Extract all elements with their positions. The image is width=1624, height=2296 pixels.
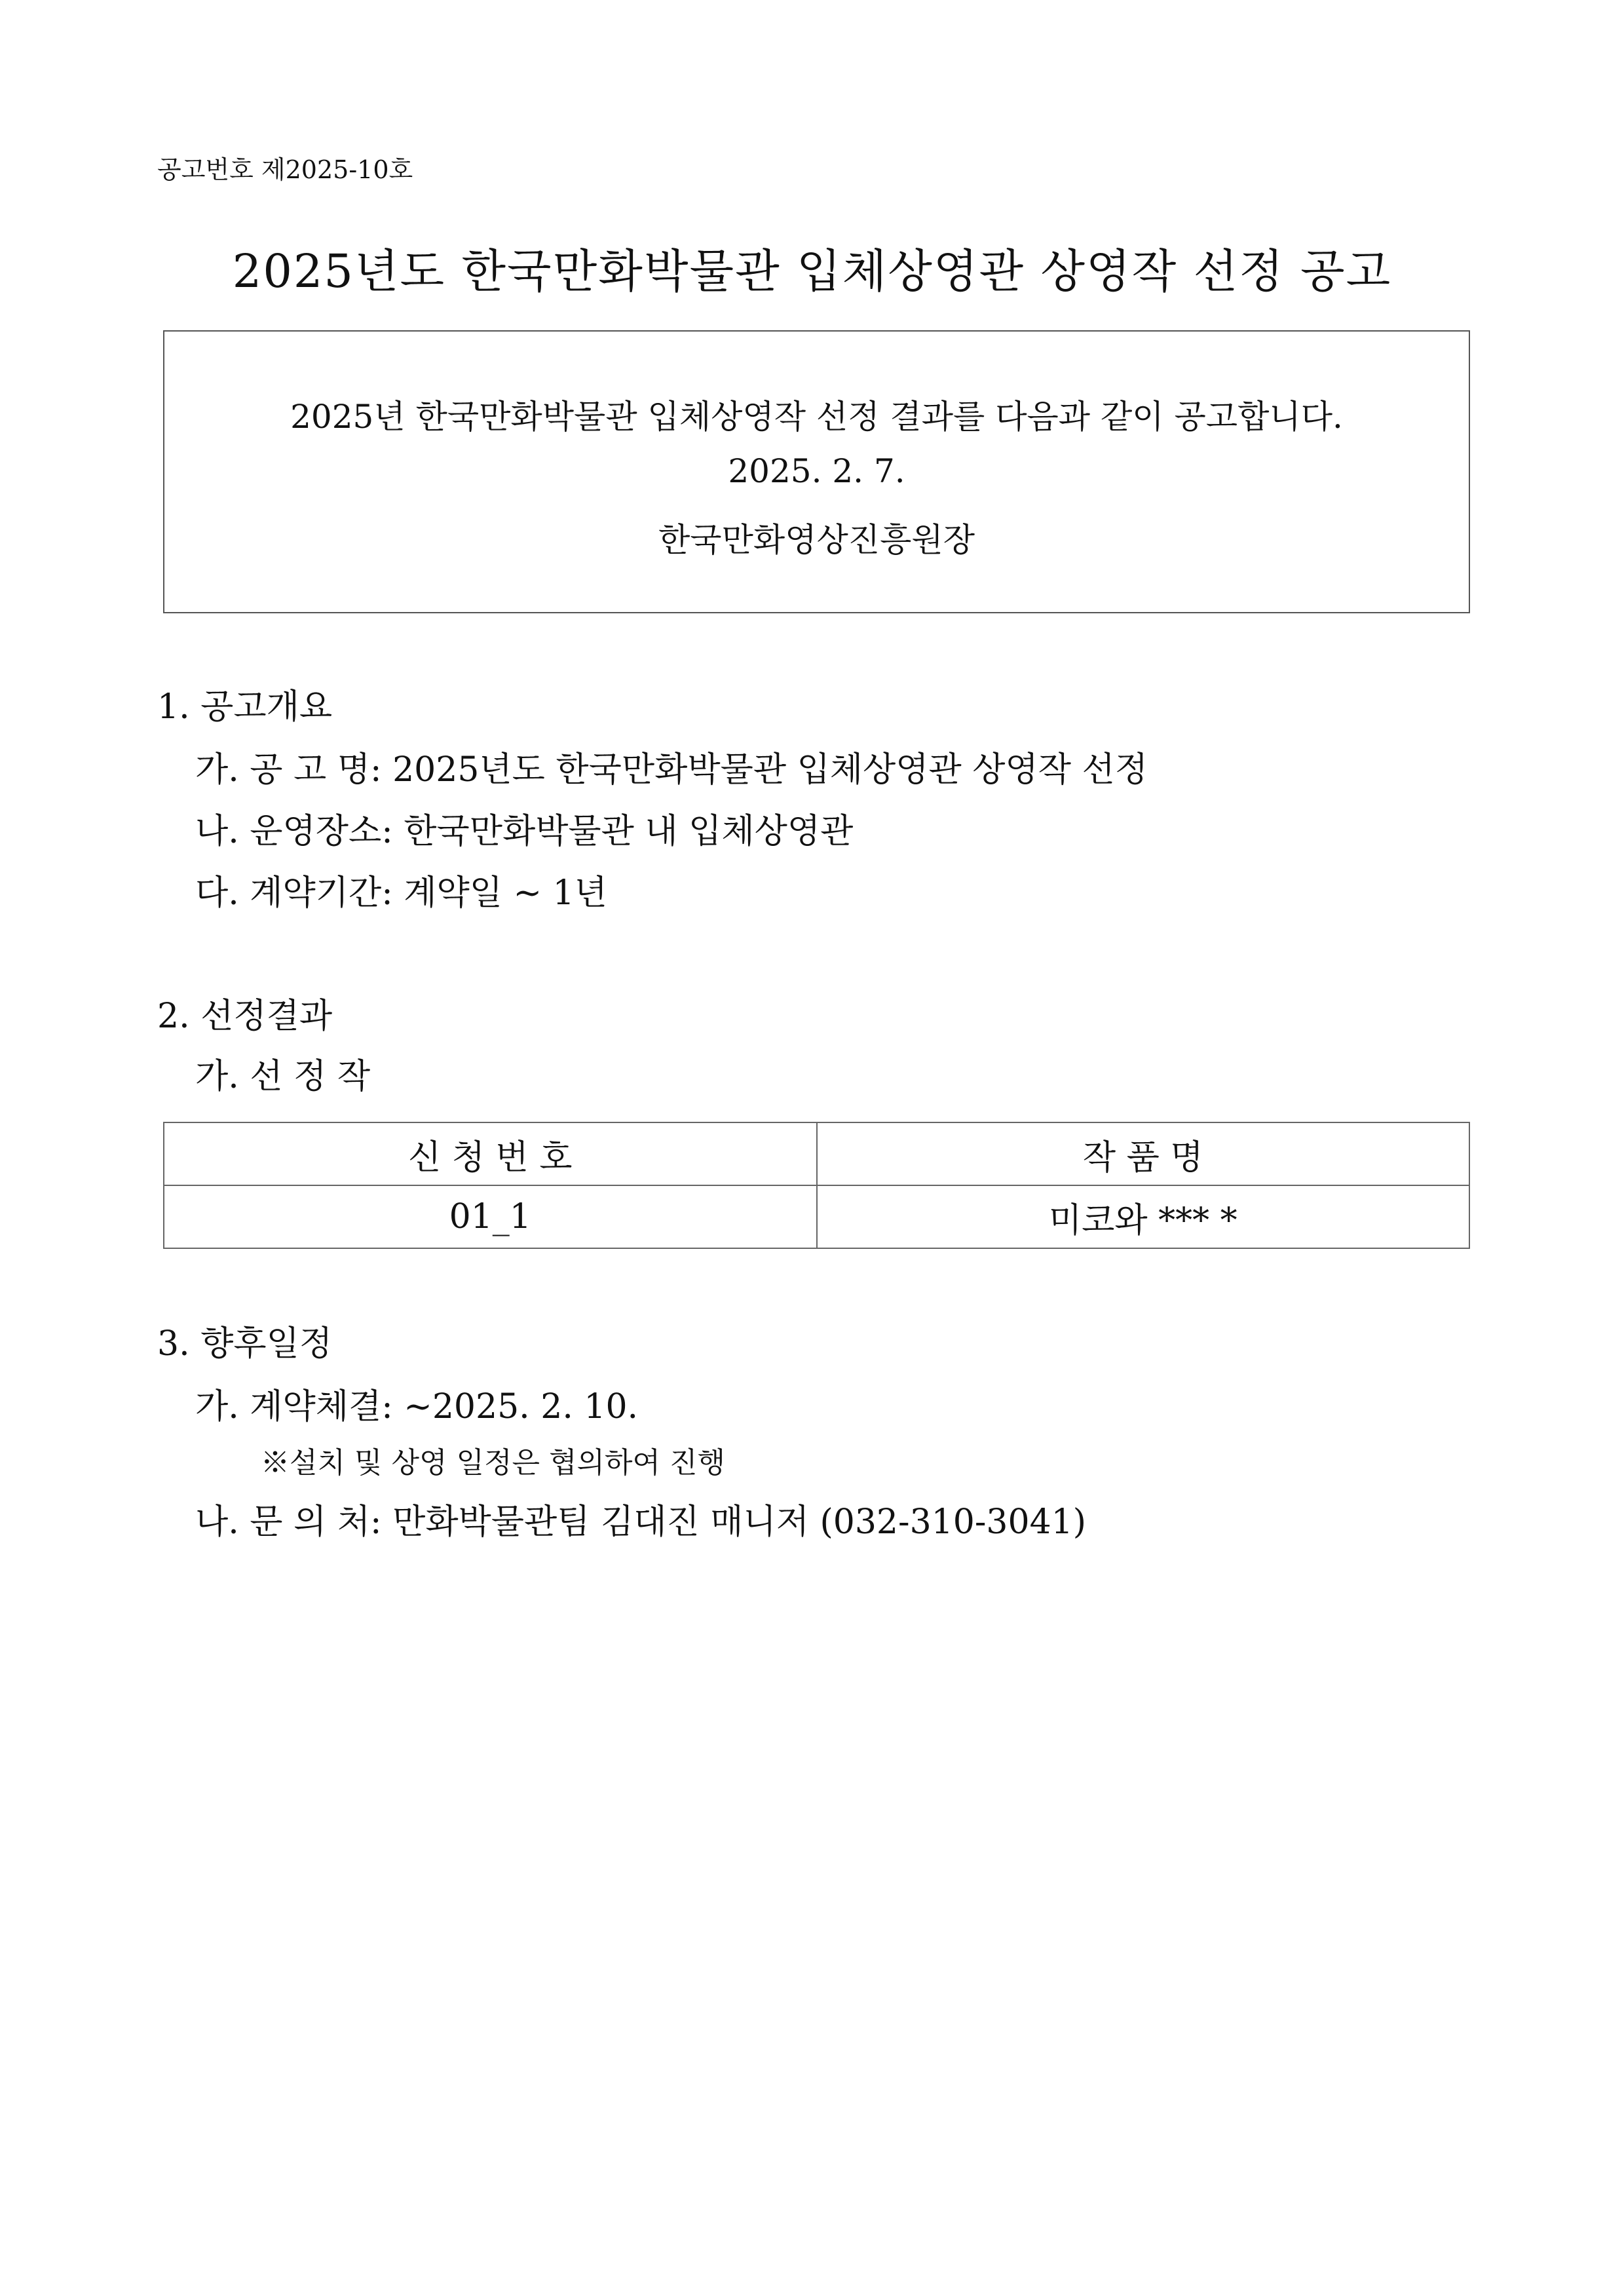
section1-heading: 1. 공고개요 — [157, 687, 333, 727]
section2-subheading: 가. 선 정 작 — [195, 1057, 371, 1096]
notice-number: 공고번호 제2025-10호 — [157, 155, 413, 184]
table-header-cell: 작 품 명 — [817, 1122, 1470, 1185]
section1-item-name: 가. 공 고 명: 2025년도 한국만화박물관 입체상영관 상영작 선정 — [195, 750, 1148, 790]
announcement-date: 2025. 2. 7. — [728, 452, 905, 490]
table-cell: 01_1 — [164, 1185, 817, 1248]
section1-item-location: 나. 운영장소: 한국만화박물관 내 입체상영관 — [195, 812, 854, 851]
announcement-box — [163, 330, 1470, 613]
announcement-issuer: 한국만화영상진흥원장 — [658, 521, 975, 559]
section3-note: ※설치 및 상영 일정은 협의하여 진행 — [261, 1446, 725, 1480]
selection-table — [163, 1122, 1470, 1249]
table-cell: 미코와 *** * — [817, 1185, 1470, 1248]
table-row — [164, 1185, 1469, 1248]
section3-item-contract: 가. 계약체결: ~2025. 2. 10. — [195, 1387, 639, 1426]
section1-item-period: 다. 계약기간: 계약일 ~ 1년 — [195, 873, 607, 913]
section3-heading: 3. 향후일정 — [157, 1324, 333, 1364]
table-header-cell: 신 청 번 호 — [164, 1122, 817, 1185]
page-title: 2025년도 한국만화박물관 입체상영관 상영작 선정 공고 — [232, 244, 1392, 298]
announcement-statement: 2025년 한국만화박물관 입체상영작 선정 결과를 다음과 같이 공고합니다. — [290, 398, 1343, 436]
section2-heading: 2. 선정결과 — [157, 997, 333, 1036]
section3-item-contact: 나. 문 의 처: 만화박물관팀 김대진 매니저 (032-310-3041) — [195, 1502, 1087, 1542]
table-header-row — [164, 1122, 1469, 1185]
